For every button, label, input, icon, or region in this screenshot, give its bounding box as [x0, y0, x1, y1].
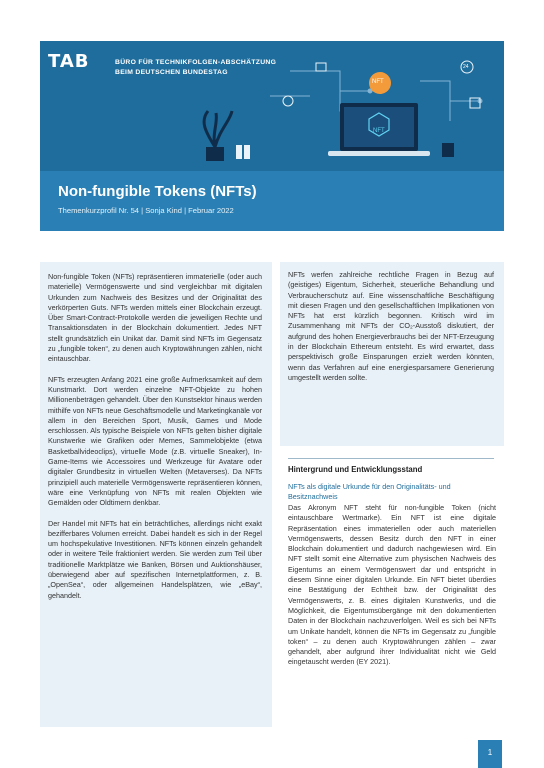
summary-paragraph-2: NFTs erzeugten Anfang 2021 eine große Aufmerksamkeit auf dem Kunstmarkt. Dort werden einzelne NFT-Objekte zu hohen Millionenbeträgen gehandelt. Über den Kunstsektor hinaus werden mithilfe von NFTs neue Geschäftsmodelle und Marketingkanäle vor allem in den Bereichen Sport, Musik, Games und Mode erschlossen. Als typische Beispiele von NFTs gelten bisher digitale Kunstwerke wie Grafiken oder Memes, Sammelobjekte (etwa Basketballvideoclips), virtuelle Mode (z.B. virtuelle Sneaker), In-Game-Items wie Accessoires und Werkzeuge für Avatare oder digitaler Grundbesitz in virtuellen Welten (Metaverses). Da NFTs prinzipiell auch materielle Vermögenswerte repräsentieren können, wäre eine Verknüpfung von NFTs mit realen Objekten wie Gemälden oder Oldtimern denkbar.: [48, 374, 262, 508]
summary-paragraph-1: Non-fungible Token (NFTs) repräsentieren immaterielle (oder auch materielle) Vermögenswerte und sind vergleichbar mit digitalen Urkunden zum Nachweis des Besitzes und der Originalität des verkörperten Guts. NFTs werden mittels einer Blockchain erzeugt. Über Smart-Contract-Protokolle werden die jeweiligen Rechte und Transaktionsdaten in der Blockchain dokumentiert. Jedes NFT stellt grundsätzlich ein Unikat dar. Damit sind NFTs im Gegensatz zu „fungible token“, zu denen auch Kryptowährungen zählen, nicht eintauschbar.: [48, 272, 262, 364]
page-number: 1: [478, 740, 502, 768]
header-banner: [40, 41, 504, 171]
summary-paragraph-3: Der Handel mit NFTs hat ein beträchtliches, allerdings nicht exakt bezifferbares Volumen erreicht. Dabei handelt es sich in der Regel um hochspekulative Investitionen. NFTs können einzeln gehandelt oder in weitere Teile fraktioniert werden. Sie werden zum Teil über traditionelle Marktplätze wie Banken, Börsen und Auktionshäuser, überwiegend aber auf spezifischen Internetplattformen, z. B. „OpenSea“, oder allgemeinen Handelsplätzen, wie „eBay“, gehandelt.: [48, 518, 262, 600]
nft-badge-label: NFT: [372, 79, 384, 85]
summary-paragraph-4: NFTs werfen zahlreiche rechtliche Fragen in Bezug auf (geistiges) Eigentum, Sicherheit, steuerliche Behandlung und Verbraucherschutz auf. Eine wissenschaftliche Beschäftigung mit diesen Fragen und den gesellschaftlichen Implikationen von NFTs hat erst kürzlich begonnen. Kritisch wird im Zusammenhang mit NFTs der CO₂-Ausstoß diskutiert, der aufgrund des hohen Energieverbrauchs bei der NFT-Erzeugung in der Blockchain Ethereum entsteht. Es wird erwartet, dass perspektivisch große Einsparungen erzielt werden könnten, wenn das Verfahren auf eine energiesparsamere Generierung umgestellt werden sollte.: [288, 270, 494, 382]
nft-screen-label: NFT: [373, 128, 385, 134]
organization-name: [115, 58, 276, 78]
summary-box-right: [280, 262, 504, 446]
section-heading: Hintergrund und Entwicklungsstand: [288, 465, 423, 474]
tab-logo: TAB: [48, 51, 90, 72]
background-section: [280, 458, 504, 678]
title-block: [40, 171, 504, 231]
section-divider: [288, 458, 494, 459]
section-paragraph: Das Akronym NFT steht für non-fungible Token (nicht eintauschbare Wertmarke). Ein NFT ist eine digitale Repräsentation eines immateriellen oder auch materiellen Vermögenswerts, dessen Besitz durch den NFT in einer Blockchain dokumentiert und dadurch nachgewiesen wird. Ein NFT stellt somit eine Alternative zum physischen Nachweis des Eigentums an einem Vermögenswert dar und entspricht in diesem Sinne einer digitalen Urkunde. Ein NFT bietet überdies eine Bestätigung der Echtheit bzw. der Originalität des Vermögenswerts, z. B. eines digitalen Kunstwerks, und die Möglichkeit, die Eigentumsübergänge mit den dokumentierten Daten in der Blockchain nachzuverfolgen. Weil es sich bei NFTs um Unikate handelt, können die NFTs im Gegensatz zu „fungible token“ – zu denen auch Kryptowährungen zählen – zwar gehandelt, aber aufgrund ihrer Individualität nicht wie Geld eingetauscht werden (EY 2021).: [288, 503, 496, 667]
counter-icon-label: 24: [463, 64, 469, 70]
org-line-1: BÜRO FÜR TECHNIKFOLGEN-ABSCHÄTZUNG: [115, 59, 277, 66]
section-subheading: NFTs als digitale Urkunde für den Originalitäts- und Besitznachweis: [288, 482, 451, 501]
org-line-2: BEIM DEUTSCHEN BUNDESTAG: [115, 69, 228, 76]
page-subtitle: Themenkurzprofil Nr. 54 | Sonja Kind | Februar 2022: [58, 206, 234, 215]
page-title: Non-fungible Tokens (NFTs): [58, 183, 257, 200]
summary-box-left: [40, 262, 272, 727]
